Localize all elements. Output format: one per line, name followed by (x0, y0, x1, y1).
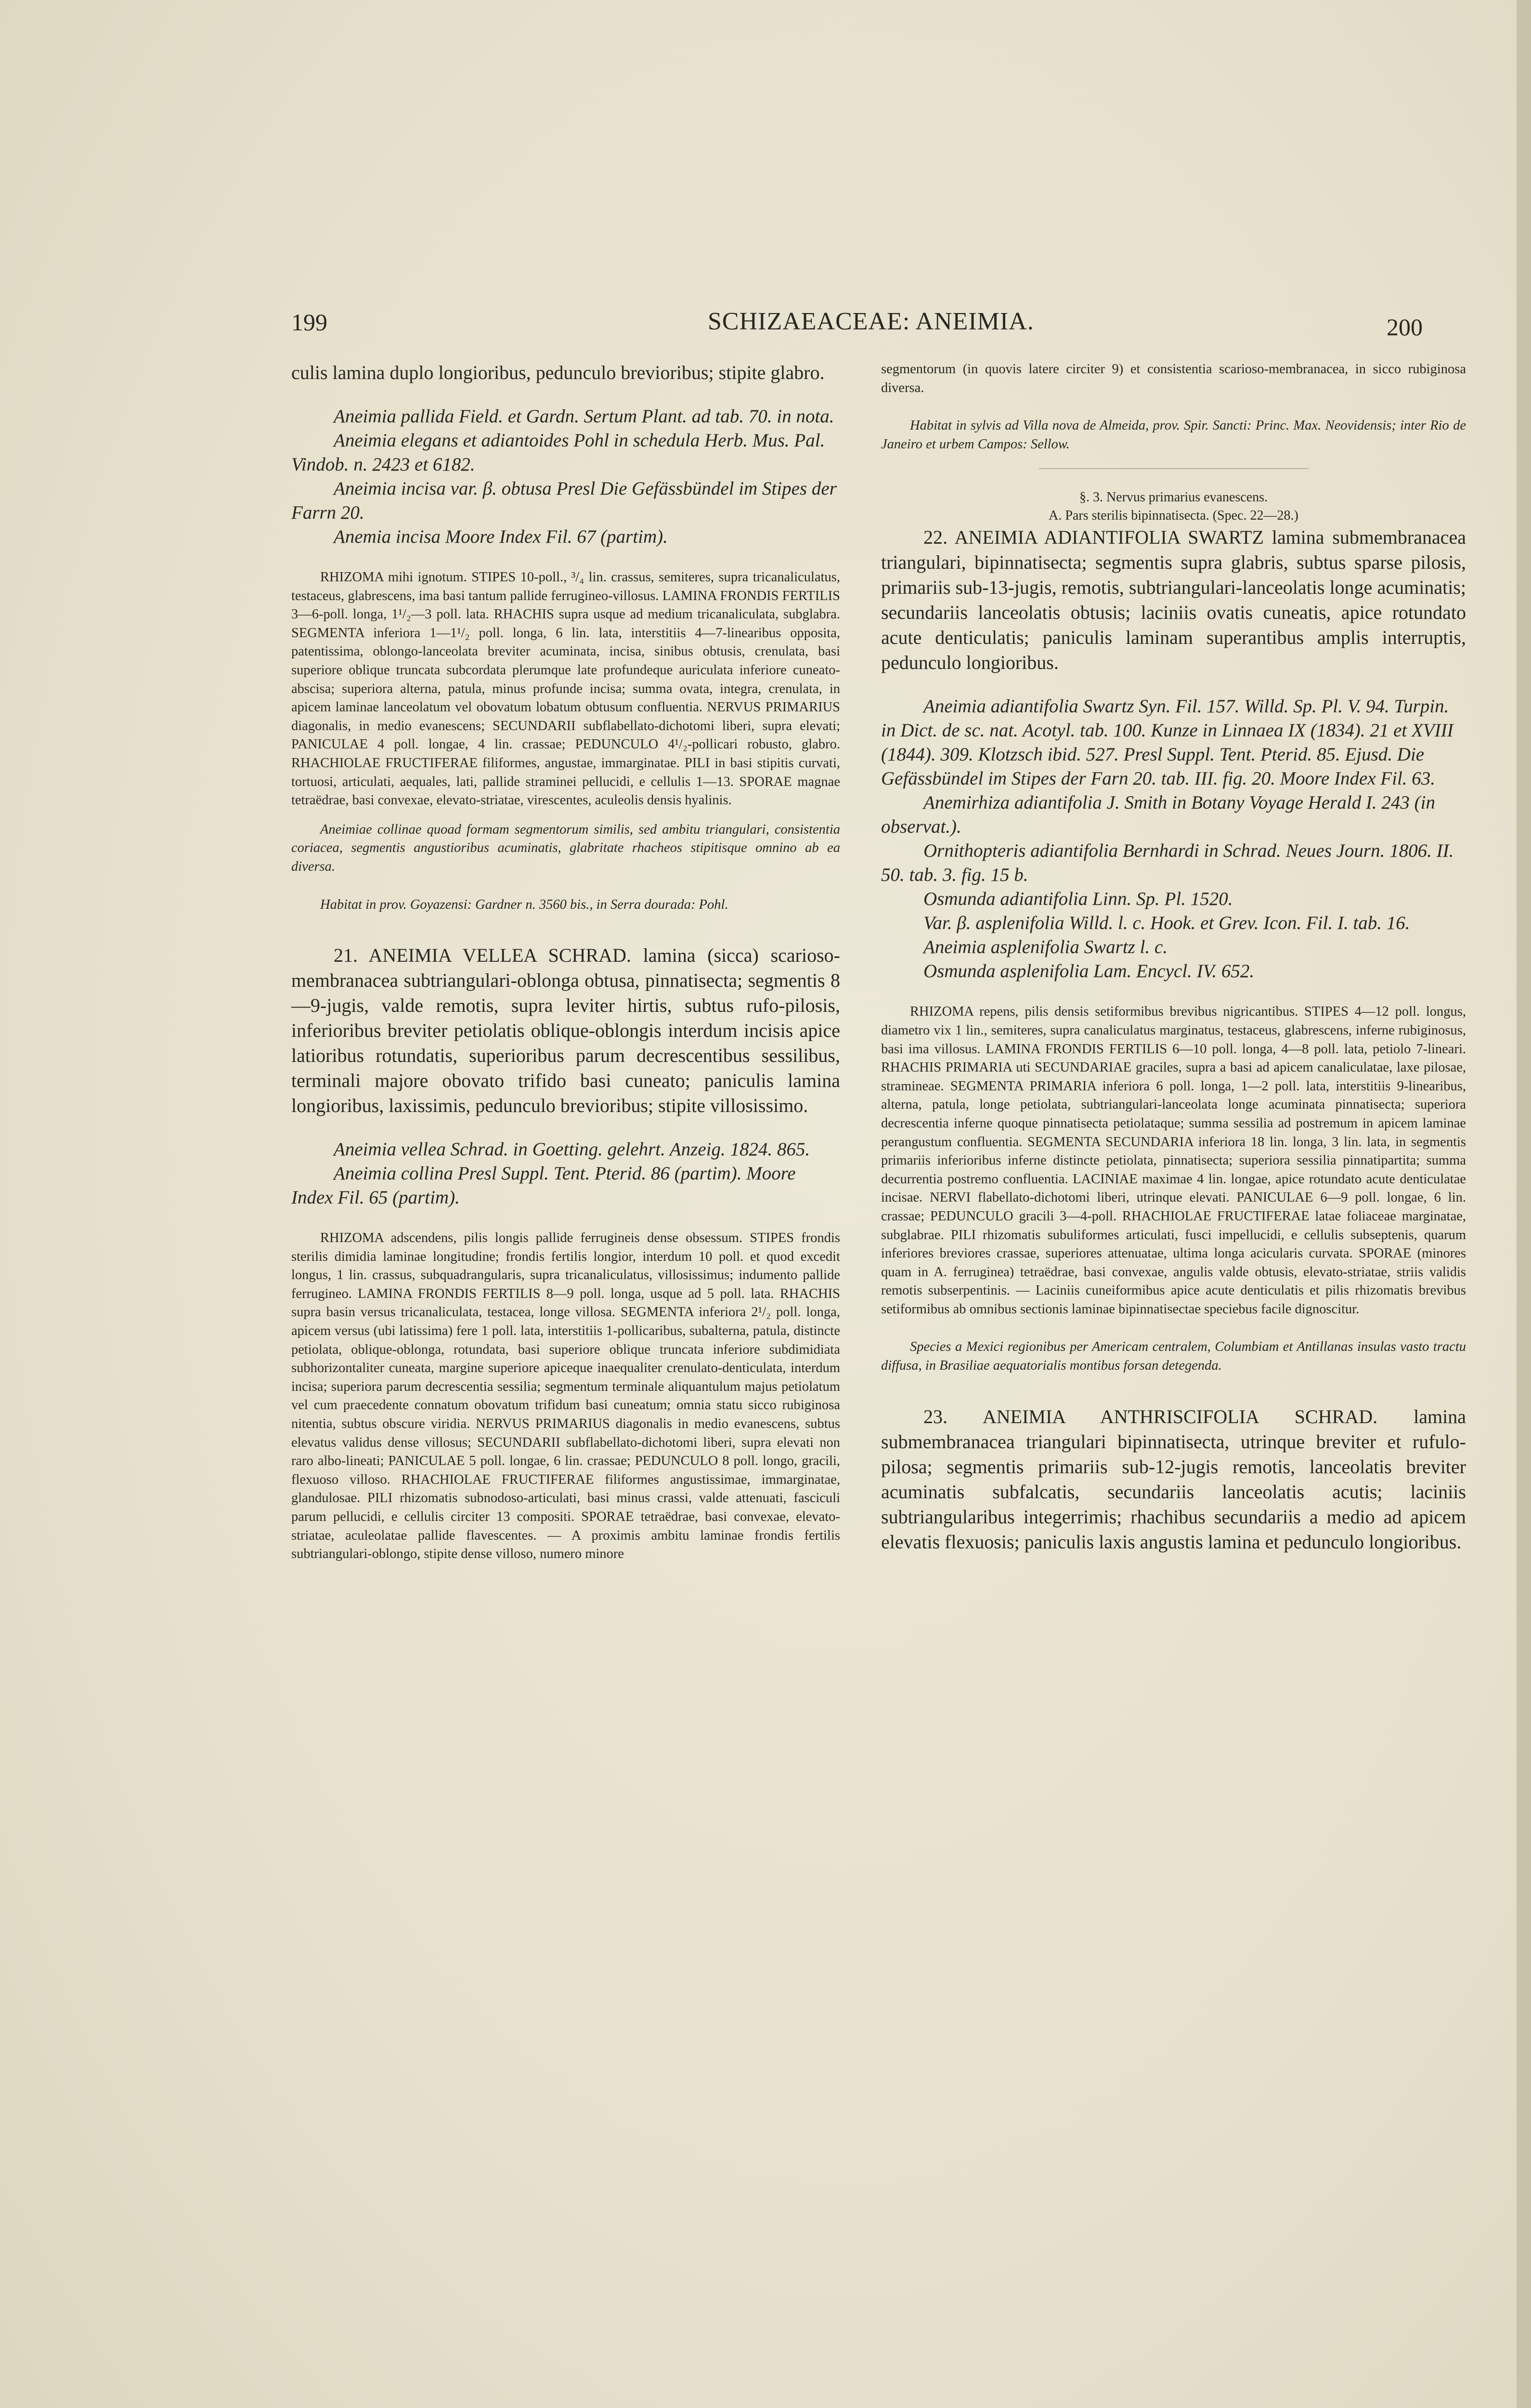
synonym: Anemirhiza adiantifolia J. Smith in Botany Voyage Herald I. 243 (in observat.). (881, 792, 1435, 838)
comparison-note: Aneimiae collinae quoad formam segmentorum similis, sed ambitu triangulari, consistentia coriacea, segmentis angustioribus acuminatis, glabritate rhacheos stipitisque omnino ab ea diversa. (291, 822, 840, 874)
left-column (291, 360, 840, 1564)
continuation-paragraph: segmentorum (in quovis latere circiter 9) et consistentia scarioso-membranacea, in sicco rubiginosa diversa. (881, 362, 1466, 395)
habitat: Habitat in prov. Goyazensi: Gardner n. 3560 bis., in Serra dourada: Pohl. (320, 897, 728, 912)
synonym: Aneimia elegans et adiantoides Pohl in schedula Herb. Mus. Pal. Vindob. n. 2423 et 6182. (291, 430, 825, 475)
synonym: Aneimia incisa var. β. obtusa Presl Die Gefässbündel im Stipes der Farrn 20. (291, 478, 837, 523)
right-page-number: 200 (1387, 314, 1423, 340)
subsection-heading: A. Pars sterilis bipinnatisecta. (Spec. 22—28.) (1049, 508, 1298, 523)
description: RHIZOMA adscendens, pilis longis pallide ferrugineis dense obsessum. STIPES frondis sterilis dimidia laminae longitudine; frondis fertilis longior, interdum 10 poll. et quod excedit longus, 1 lin. crassus, subquadrangularis, supra tricanaliculatus, villosissimus; indumento pallide ferrugineo. LAMINA FRONDIS FERTILIS 8—9 poll. longa, usque ad 5 poll. lata. RHACHIS supra basin versus tricanaliculata, testacea, longe villosa. SEGMENTA inferiora 2¹/₂ poll. longa, apicem versus (ubi latissima) fere 1 poll. lata, interstitiis 1-pollicaribus, subalterna, patula, distincte petiolata, oblique-oblonga, rotundata, basi superiore oblique truncata inferiore subdimidiata subhorizontaliter cuneata, margine superiore apiceque inaequaliter crenulato-denticulata, interdum incisa; superiora parum decrescentia sessilia; segmentum terminale aliquantulum majus petiolatum vel cum praecedente connatum obovatum trifidum basi cuneatum; omnia statu sicco rubiginosa nitentia, subtus obscure viridia. NERVUS PRIMARIUS diagonalis in medio evanescens, subtus elevatus validus dense villosus; SECUNDARII subflabellato-dichotomi liberi, supra elevati non raro albo-lineati; PANICULAE 5 poll. longae, 6 lin. crassae; PEDUNCULO 8 poll. longo, gracili, flexuoso villoso. RHACHIOLAE FRUCTIFERAE filiformes angustissimae, immarginatae, glandulosae. PILI rhizomatis subnodoso-articulati, basi minus crassi, valde attenuati, fasciculi parum pellucidi, e cellulis circiter 13 compositi. SPORAE tetraëdrae, basi convexae, elevato-striatae, aculeolatae pallide flavescentes. — A proximis ambitu laminae frondis fertilis subtriangulari-oblongo, stipite dense villoso, numero minore (291, 1230, 840, 1562)
description: RHIZOMA mihi ignotum. STIPES 10-poll., ³/₄ lin. crassus, semiteres, supra tricanaliculatus, testaceus, glabrescens, ima basi tantum pallide ferrugineo-villosus. LAMINA FRONDIS FERTILIS 3—6-poll. longa, 1¹/₂—3 poll. lata. RHACHIS supra usque ad medium tricanaliculata, subglabra. SEGMENTA inferiora 1—1¹/₂ poll. longa, 6 lin. lata, interstitiis 4—7-linearibus opposita, patentissima, oblongo-lanceolata breviter acuminata, incisa, sinibus obtusis, crenulata, basi superiore oblique truncata subcordata plerumque late profundeque auriculata inferiore cuneato-abscisa; superiora alterna, patula, minus profunde incisa; summa ovata, integra, crenulata, in apicem laminae lanceolatum vel obovatum lobatum obtusum confluentia. NERVUS PRIMARIUS diagonalis, in medio evanescens; SECUNDARII subflabellato-dichotomi liberi, supra elevati; PANICULAE 4 poll. longae, 4 lin. crassae; PEDUNCULO 4¹/₂-pollicari robusto, glabro. RHACHIOLAE FRUCTIFERAE filiformes, angustae, immarginatae. PILI in basi stipitis curvati, tortuosi, articulati, aequales, lati, pallide straminei pellucidi, e cellulis 1—13. SPORAE magnae tetraëdrae, basi convexae, elevato-striatae, virescentes, aculeolis densis hyalinis. (291, 570, 840, 808)
synonym: Aneimia collina Presl Suppl. Tent. Pterid. 86 (partim). Moore Index Fil. 65 (partim). (291, 1163, 796, 1208)
distribution-note: Species a Mexici regionibus per Americam centralem, Columbiam et Antillanas insulas vasto tractu diffusa, in Brasiliae aequatorialis montibus forsan detegenda. (881, 1339, 1466, 1374)
species-23-diagnosis: 23. ANEIMIA ANTHRISCIFOLIA SCHRAD. lamina submembranacea triangulari bipinnatisecta, utrinque breviter et rufulo-pilosa; segmentis primariis sub-12-jugis remotis, lanceolatis breviter acuminatis subfalcatis, secundariis lanceolatis acutis; laciniis subtriangularibus integerrimis; rhachibus secundariis a medio ad apicem elevatis flexuosis; paniculis laxis angustis lamina et pedunculo longioribus. (881, 1405, 1466, 1553)
species-22-diagnosis: 22. ANEIMIA ADIANTIFOLIA SWARTZ lamina submembranacea triangulari, bipinnatisecta; segmentis supra glabris, subtus sparse pilosis, primariis sub-13-jugis, remotis, subtriangulari-lanceolatis longe acuminatis; secundariis lanceolatis obtusis; laciniis ovatis cuneatis, apice rotundato acute denticulatis; paniculis laminam superantibus amplis interruptis, pedunculo longioribus. (881, 526, 1466, 674)
left-page-number: 199 (291, 309, 327, 336)
section-heading: §. 3. Nervus primarius evanescens. (1079, 490, 1268, 505)
synonym: Aneimia vellea Schrad. in Goetting. gelehrt. Anzeig. 1824. 865. (334, 1139, 810, 1160)
page-edge (1517, 0, 1531, 2408)
synonym: Aneimia adiantifolia Swartz Syn. Fil. 157. Willd. Sp. Pl. V. 94. Turpin. in Dict. de sc. nat. Acotyl. tab. 100. Kunze in Linnaea IX (1834). 21 et XVIII (1844). 309. Klotzsch ibid. 527. Presl Suppl. Tent. Pterid. 85. Ejusd. Die Gefässbündel im Stipes der Farn 20. tab. III. fig. 20. Moore Index Fil. 63. (881, 696, 1453, 789)
right-column (881, 360, 1466, 1555)
synonym: Osmunda adiantifolia Linn. Sp. Pl. 1520. (923, 889, 1233, 910)
habitat: Habitat in sylvis ad Villa nova de Almeida, prov. Spir. Sancti: Princ. Max. Neovidensis; inter Rio de Janeiro et urbem Campos: Sellow. (881, 418, 1466, 452)
synonym: Aneimia asplenifolia Swartz l. c. (923, 937, 1168, 958)
synonym: Var. β. asplenifolia Willd. l. c. Hook. et Grev. Icon. Fil. I. tab. 16. (923, 913, 1410, 934)
continuation-paragraph: culis lamina duplo longioribus, pedunculo brevioribus; stipite glabro. (291, 362, 825, 383)
synonym: Osmunda asplenifolia Lam. Encycl. IV. 652. (923, 961, 1255, 982)
description: RHIZOMA repens, pilis densis setiformibus brevibus nigricantibus. STIPES 4—12 poll. longus, diametro vix 1 lin., semiteres, supra canaliculatus marginatus, testaceus, glabrescens, inferne rubiginosus, basi ima villosus. LAMINA FRONDIS FERTILIS 6—10 poll. longa, 4—8 poll. lata, petiolo 7-lineari. RHACHIS PRIMARIA uti SECUNDARIAE graciles, supra a basi ad apicem canaliculatae, laxe pilosae, stramineae. SEGMENTA PRIMARIA inferiora 6 poll. longa, 1—2 poll. lata, interstitiis 9-linearibus, alterna, patula, longe petiolata, subtriangulari-lanceolata longe acuminata pinnatisecta; superiora decrescentia inferne quoque pinnatisecta petiolataque; summa sessilia ad postremum in apicem laminae perangustum confluentia. SEGMENTA SECUNDARIA inferiora 18 lin. longa, 3 lin. lata, in segmentis primariis inferioribus inferne distincte petiolata, pinnatisecta; superiora sessilia pinnatipartita; summa decurrentia postremo confluentia. LACINIAE maximae 4 lin. longae, apice rotundato acute denticulatae incisae. NERVI flabellato-dichotomi liberi, utrinque elevati. PANICULAE 6—9 poll. longae, 6 lin. crassae; PEDUNCULO gracili 3—4-poll. RHACHIOLAE FRUCTIFERAE latae foliaceae marginatae, subglabrae. PILI rhizomatis subuliformes articulati, fusci impellucidi, e cellulis subseptenis, quarum inferiores breviores crassae, superiores attenuatae, ultima longa acicularis curvata. SPORAE (minores quam in A. ferruginea) tetraëdrae, basi convexae, angulis valde obtusis, elevato-striatae, striis validis remotis subserpentinis. — Laciniis cuneiformibus apice acute denticulatis et pilis rhizomatis brevibus setiformibus ab omnibus sectionis laminae bipinnatisectae speciebus facile dignoscitur. (881, 1004, 1466, 1317)
running-head: SCHIZAEACEAE: ANEIMIA. (708, 308, 1034, 335)
species-21-diagnosis: 21. ANEIMIA VELLEA SCHRAD. lamina (sicca) scarioso-membranacea subtriangulari-oblonga obtusa, pinnatisecta; segmentis 8—9-jugis, valde remotis, supra leviter hirtis, subtus rufo-pilosis, inferioribus breviter petiolatis oblique-oblongis interdum incisis apice latioribus rotundatis, superioribus parum decrescentibus sessilibus, terminali majore obovato trifido basi cuneato; paniculis lamina longioribus, laxissimis, pedunculo brevioribus; stipite villosissimo. (291, 944, 840, 1117)
synonym: Ornithopteris adiantifolia Bernhardi in Schrad. Neues Journ. 1806. II. 50. tab. 3. fig. 15 b. (881, 840, 1454, 886)
synonym: Aneimia pallida Field. et Gardn. Sertum Plant. ad tab. 70. in nota. (334, 406, 834, 427)
synonym: Anemia incisa Moore Index Fil. 67 (partim). (334, 526, 668, 547)
